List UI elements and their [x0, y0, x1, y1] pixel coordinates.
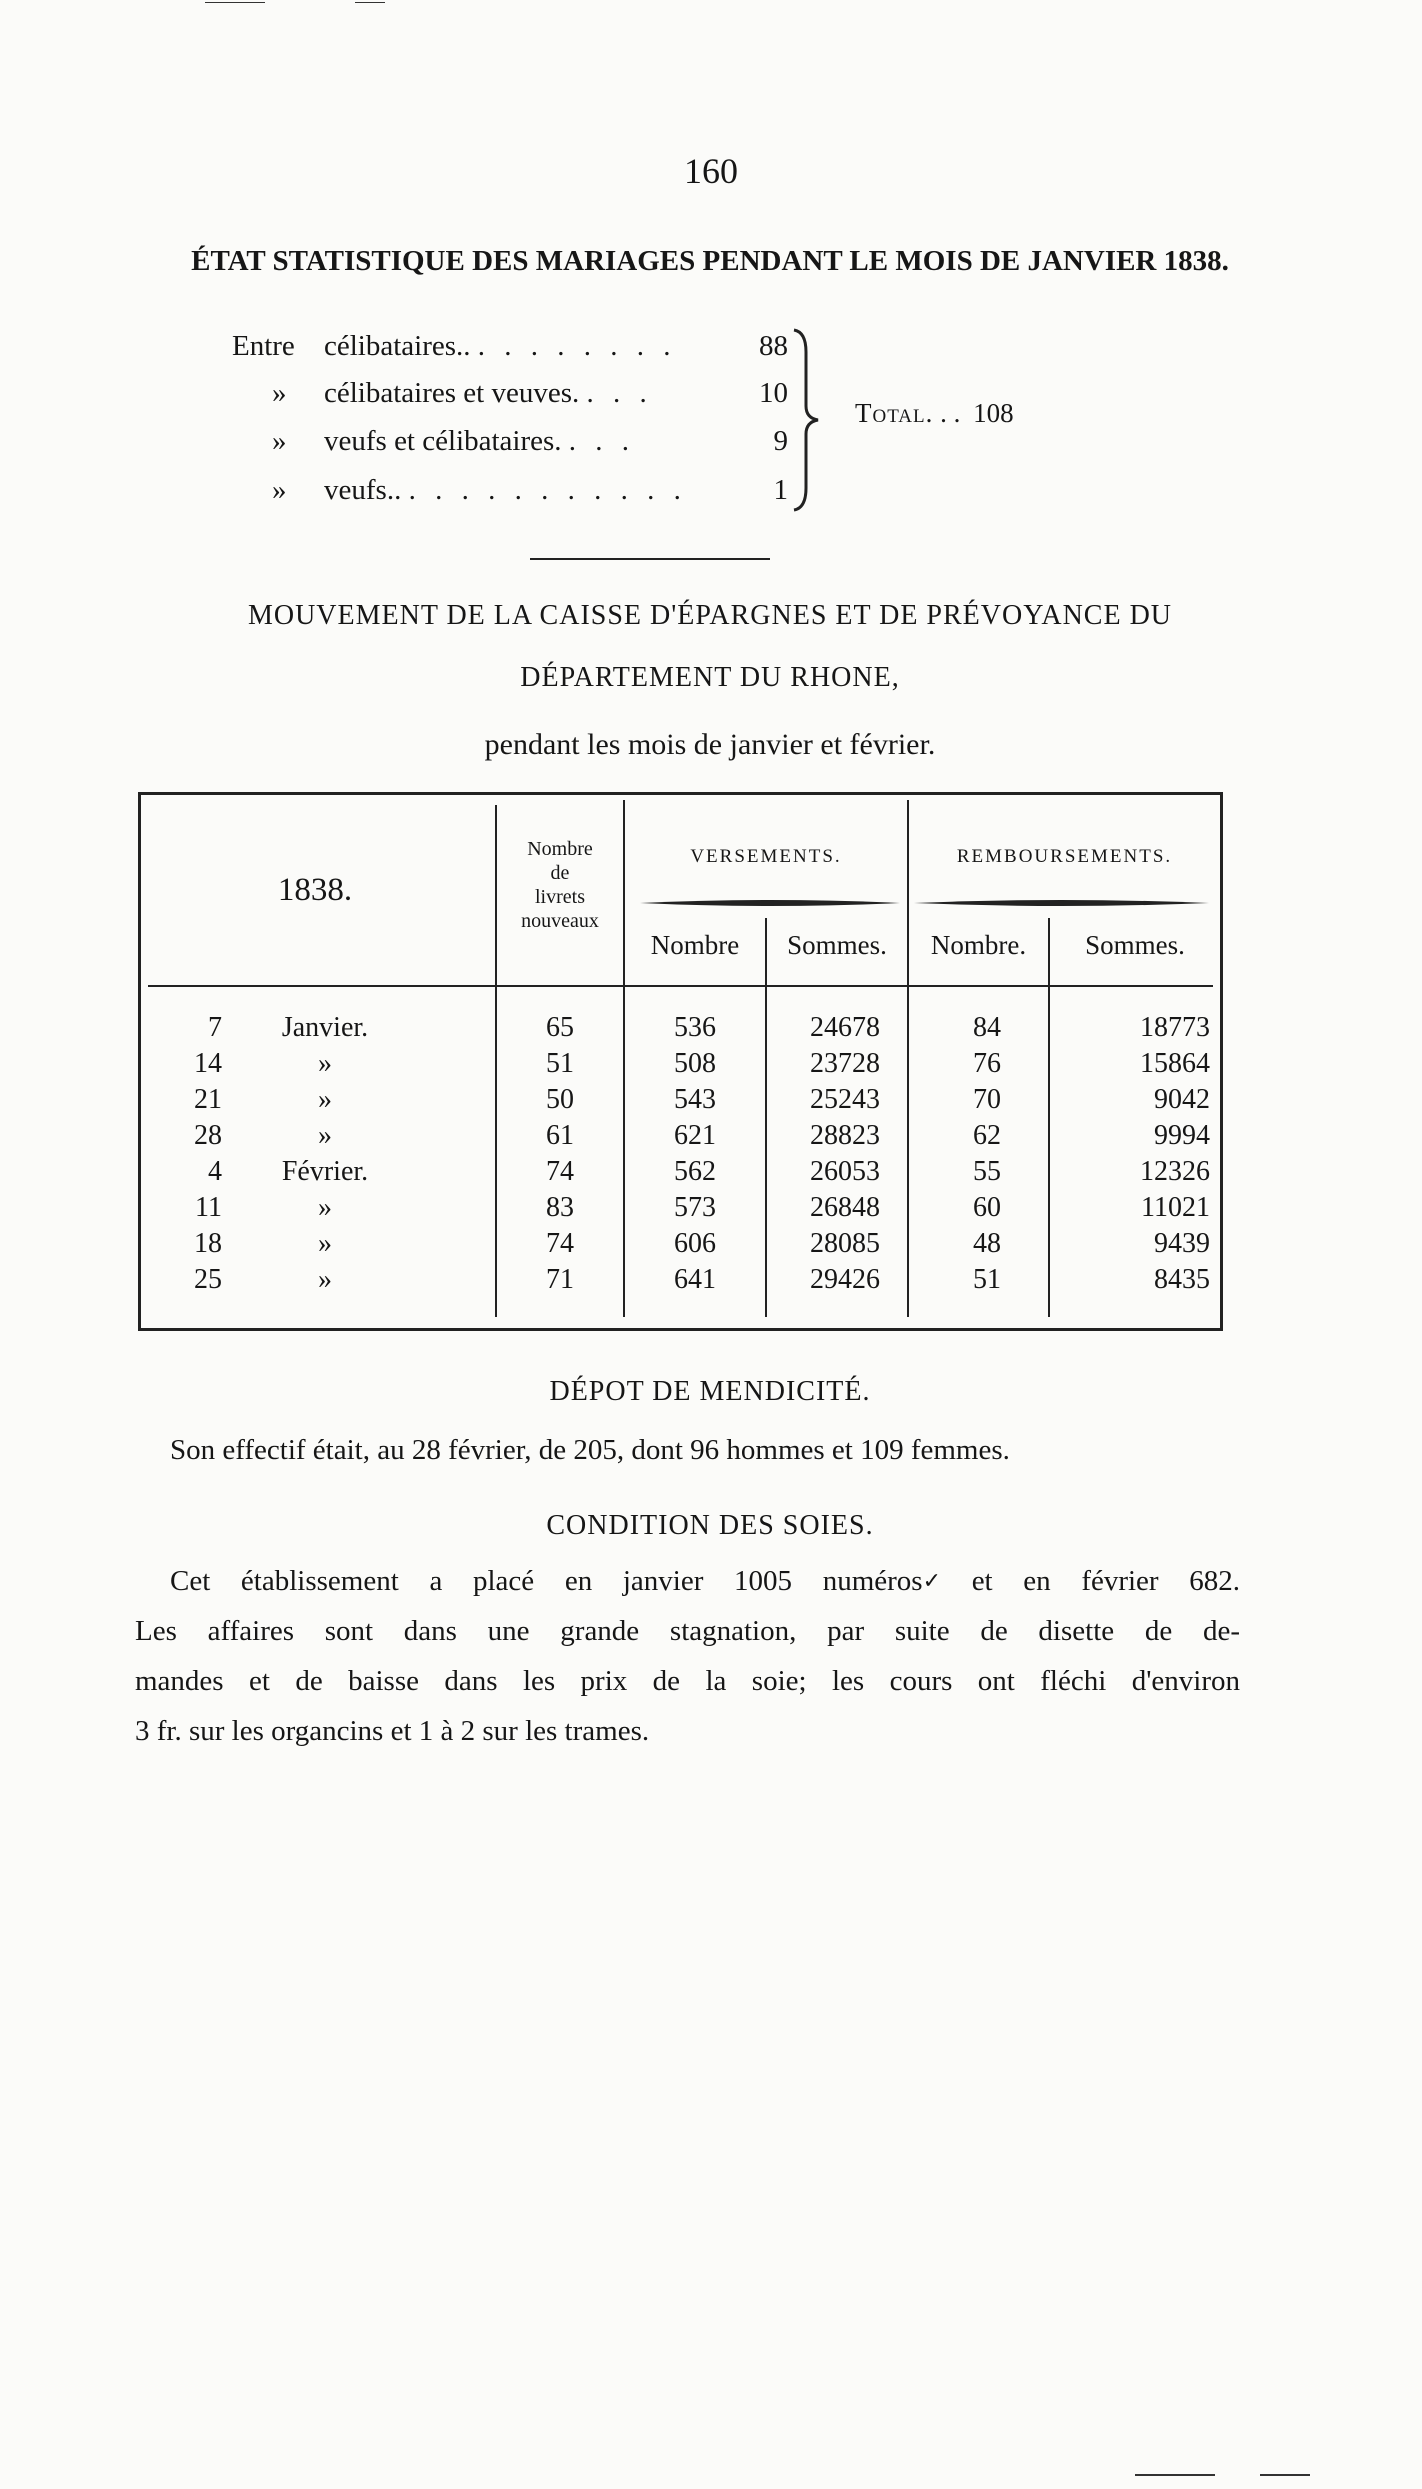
- soies-line1a: Cet établissement a placé en janvier 1005 numéros: [170, 1565, 923, 1597]
- versements-rule: [640, 896, 900, 910]
- cell-month: »: [318, 1120, 332, 1151]
- cell-livrets: 65: [546, 1012, 574, 1043]
- row-prefix: »: [272, 474, 287, 506]
- r-nombre-header: Nombre.: [930, 930, 1027, 960]
- cell-r-sommes: 9439: [1154, 1228, 1210, 1259]
- mouvement-title-line2: DÉPARTEMENT DU RHONE,: [520, 662, 900, 693]
- cell-livrets: 61: [546, 1120, 574, 1151]
- row-label: célibataires..: [324, 330, 471, 362]
- v-nombre-header: Nombre: [650, 930, 740, 960]
- total-value: 108: [973, 398, 1014, 428]
- cell-r-nombre: 62: [973, 1120, 1001, 1151]
- mariage-value: 9: [773, 425, 788, 457]
- scan-mark: [1135, 2474, 1215, 2476]
- cell-month: »: [318, 1048, 332, 1079]
- remboursements-rule: [914, 896, 1209, 910]
- cell-r-nombre: 51: [973, 1264, 1001, 1295]
- cell-v-sommes: 24678: [810, 1012, 880, 1043]
- cell-r-sommes: 9042: [1154, 1084, 1210, 1115]
- cell-month: »: [318, 1084, 332, 1115]
- livrets-header-line: Nombre: [527, 838, 593, 860]
- cell-day: 21: [194, 1084, 222, 1115]
- col-sep: [623, 800, 625, 1317]
- cell-day: 14: [194, 1048, 222, 1079]
- cell-v-nombre: 508: [674, 1048, 716, 1079]
- soies-line: mandes et de baisse dans les prix de la soie; les cours ont fléchi d'environ: [135, 1665, 1240, 1697]
- mouvement-title: MOUVEMENT DE LA CAISSE D'ÉPARGNES ET DE PRÉVOYANCE DU: [247, 600, 1173, 631]
- row-prefix: »: [272, 425, 287, 457]
- cell-r-nombre: 60: [973, 1192, 1001, 1223]
- total: [855, 398, 1014, 429]
- cell-v-sommes: 29426: [810, 1264, 880, 1295]
- cell-r-sommes: 15864: [1140, 1048, 1210, 1079]
- row-prefix: »: [272, 377, 287, 409]
- soies-line: [135, 1556, 1240, 1606]
- r-sommes-header: Sommes.: [1085, 930, 1185, 960]
- cell-v-nombre: 621: [674, 1120, 716, 1151]
- mendicite-line: Son effectif était, au 28 février, de 205, dont 96 hommes et 109 femmes.: [170, 1434, 1010, 1466]
- cell-livrets: 51: [546, 1048, 574, 1079]
- mariage-row: [232, 373, 653, 413]
- table-border-bottom: [138, 1328, 1223, 1331]
- cell-day: 4: [208, 1156, 222, 1187]
- cell-v-nombre: 562: [674, 1156, 716, 1187]
- cell-r-nombre: 70: [973, 1084, 1001, 1115]
- row-label: veufs..: [324, 474, 402, 506]
- soies-line: Les affaires sont dans une grande stagnation, par suite de disette de de-: [135, 1615, 1240, 1647]
- cell-r-sommes: 9994: [1154, 1120, 1210, 1151]
- mariage-row: [232, 421, 635, 461]
- cell-livrets: 74: [546, 1156, 574, 1187]
- cell-r-sommes: 12326: [1140, 1156, 1210, 1187]
- mariage-row: [232, 326, 677, 366]
- livrets-header-line: nouveaux: [521, 910, 599, 932]
- cell-v-sommes: 26848: [810, 1192, 880, 1223]
- cell-v-nombre: 536: [674, 1012, 716, 1043]
- livrets-header: [497, 837, 623, 933]
- soies-text: [135, 1556, 1240, 1756]
- cell-r-sommes: 11021: [1141, 1192, 1210, 1223]
- livrets-header-line: livrets: [535, 886, 585, 908]
- cell-r-nombre: 84: [973, 1012, 1001, 1043]
- page-number: 160: [684, 151, 738, 191]
- cell-day: 28: [194, 1120, 222, 1151]
- mariage-row: [232, 470, 687, 510]
- cell-day: 18: [194, 1228, 222, 1259]
- cell-r-sommes: 18773: [1140, 1012, 1210, 1043]
- scan-mark: [205, 2, 265, 3]
- soies-line1b: et en février 682.: [971, 1565, 1241, 1597]
- cell-livrets: 71: [546, 1264, 574, 1295]
- row-dots: . . . . . . . . . . .: [408, 474, 687, 506]
- cell-v-sommes: 23728: [810, 1048, 880, 1079]
- total-dots: . .: [940, 398, 961, 428]
- cell-v-nombre: 641: [674, 1264, 716, 1295]
- mariage-value: 1: [773, 474, 788, 506]
- scan-mark: [355, 2, 385, 3]
- cell-month: »: [318, 1192, 332, 1223]
- cell-v-sommes: 28085: [810, 1228, 880, 1259]
- total-label: Total.: [855, 398, 934, 428]
- mariage-value: 10: [759, 377, 788, 409]
- cell-month: »: [318, 1228, 332, 1259]
- cell-month: Février.: [281, 1156, 369, 1187]
- versements-header: VERSEMENTS.: [690, 846, 842, 867]
- row-label: veufs et célibataires.: [324, 425, 562, 457]
- v-sommes-header: Sommes.: [787, 930, 887, 960]
- table-border-right: [1220, 792, 1223, 1331]
- soies-title: CONDITION DES SOIES.: [546, 1510, 874, 1541]
- cell-v-sommes: 25243: [810, 1084, 880, 1115]
- year-header: 1838.: [277, 872, 353, 908]
- row-dots: . . . . . . . .: [477, 330, 677, 362]
- cell-livrets: 50: [546, 1084, 574, 1115]
- mendicite-title: DÉPOT DE MENDICITÉ.: [549, 1376, 871, 1407]
- cell-v-sommes: 28823: [810, 1120, 880, 1151]
- mouvement-subtitle: pendant les mois de janvier et février.: [484, 728, 936, 761]
- cell-v-nombre: 606: [674, 1228, 716, 1259]
- livrets-header-line: de: [550, 862, 570, 884]
- cell-month: Janvier.: [281, 1012, 369, 1043]
- row-prefix: Entre: [232, 330, 295, 362]
- mendicite-text: [170, 1425, 1235, 1475]
- cell-v-nombre: 543: [674, 1084, 716, 1115]
- col-sep: [765, 918, 767, 1317]
- row-dots: . . .: [568, 425, 636, 457]
- row-label: célibataires et veuves.: [324, 377, 580, 409]
- cell-v-sommes: 26053: [810, 1156, 880, 1187]
- cell-r-nombre: 76: [973, 1048, 1001, 1079]
- scan-mark: [1260, 2474, 1310, 2476]
- cell-month: »: [318, 1264, 332, 1295]
- remboursements-header: REMBOURSEMENTS.: [956, 846, 1173, 867]
- cell-day: 25: [194, 1264, 222, 1295]
- table-border-left: [138, 792, 141, 1331]
- cell-v-nombre: 573: [674, 1192, 716, 1223]
- soies-line: 3 fr. sur les organcins et 1 à 2 sur les trames.: [135, 1715, 650, 1747]
- row-dots: . . .: [586, 377, 653, 409]
- table-header-rule: [148, 985, 1213, 987]
- table-border-top: [138, 792, 1223, 795]
- check-mark-icon: ✓: [922, 1568, 942, 1593]
- statistique-title: ÉTAT STATISTIQUE DES MARIAGES PENDANT LE MOIS DE JANVIER 1838.: [191, 245, 1229, 277]
- cell-day: 11: [195, 1192, 222, 1223]
- mariage-value: 88: [759, 330, 788, 362]
- cell-r-nombre: 55: [973, 1156, 1001, 1187]
- brace-icon: [790, 328, 830, 512]
- divider: [530, 558, 770, 560]
- cell-livrets: 74: [546, 1228, 574, 1259]
- cell-livrets: 83: [546, 1192, 574, 1223]
- cell-r-nombre: 48: [973, 1228, 1001, 1259]
- cell-r-sommes: 8435: [1154, 1264, 1210, 1295]
- cell-day: 7: [208, 1012, 222, 1043]
